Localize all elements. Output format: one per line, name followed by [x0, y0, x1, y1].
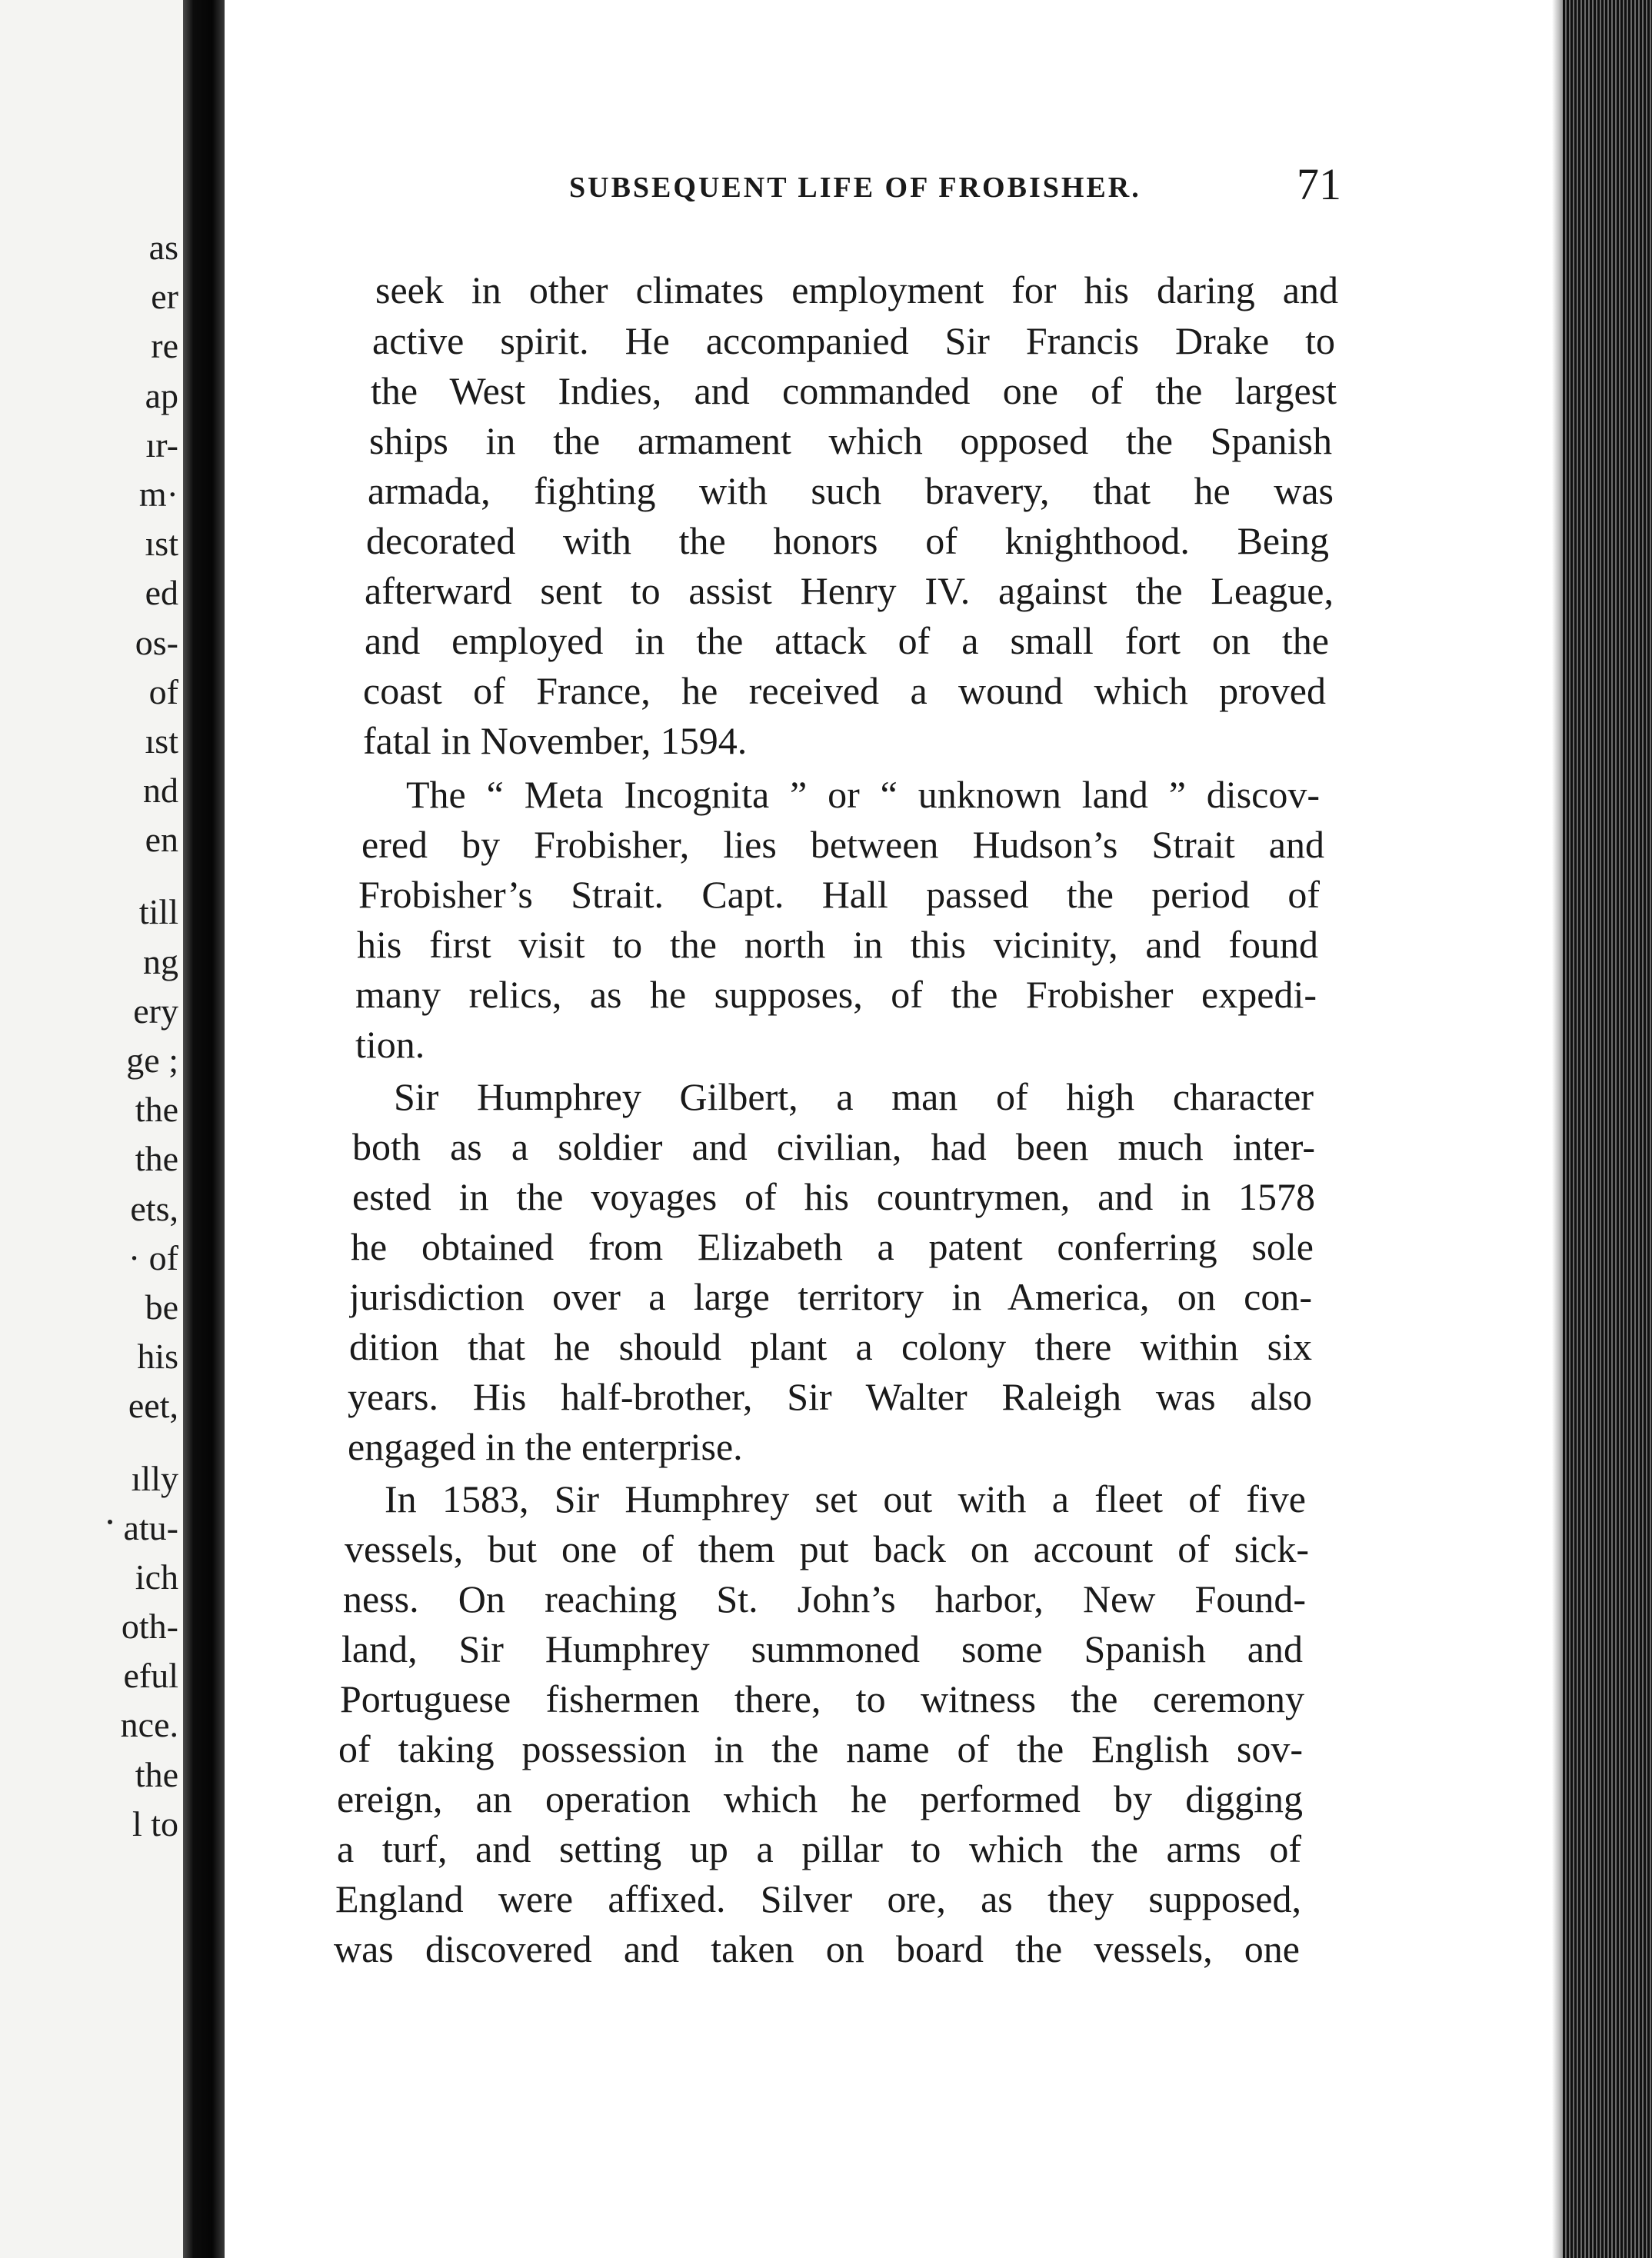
- left-page-fragment: ich: [135, 1557, 178, 1597]
- text-line: of taking possession in the name of the English sov-: [338, 1727, 1303, 1770]
- text-line: jurisdiction over a large territory in America, on con-: [349, 1275, 1312, 1318]
- left-page-fragment: ets,: [130, 1188, 178, 1228]
- text-line: ered by Frobisher, lies between Hudson’s Strait and: [361, 823, 1324, 866]
- left-page-fragment: be: [145, 1287, 178, 1327]
- text-line: Sir Humphrey Gilbert, a man of high character: [394, 1075, 1314, 1118]
- left-page-fragment: ır-: [145, 425, 178, 465]
- page-edge-shadow: [1552, 0, 1563, 2258]
- left-page-fragment: nd: [143, 771, 178, 811]
- text-line: fatal in November, 1594.: [363, 719, 748, 762]
- text-line: land, Sir Humphrey summoned some Spanish and: [341, 1627, 1303, 1670]
- left-page-fragment: nce.: [120, 1705, 178, 1745]
- text-line: The “ Meta Incognita ” or “ unknown land ” discov-: [406, 773, 1320, 816]
- left-page-fragment: en: [145, 820, 178, 860]
- text-line: a turf, and setting up a pillar to which the arms of: [337, 1827, 1301, 1870]
- left-page-fragment: l to: [132, 1803, 178, 1843]
- running-head: SUBSEQUENT LIFE OF FROBISHER.: [569, 172, 1141, 204]
- left-page-fragment: his: [137, 1337, 178, 1377]
- left-page-fragment: ge ;: [126, 1041, 178, 1080]
- left-page-fragment: re: [151, 326, 178, 366]
- left-page-fragment: ıst: [145, 524, 178, 564]
- text-line: engaged in the enterprise.: [348, 1425, 743, 1468]
- left-page-fragment: [25, 1431, 178, 1454]
- text-line: vessels, but one of them put back on account of sick-: [345, 1527, 1309, 1570]
- page-number: 71: [1297, 159, 1341, 209]
- left-page-fragment: ery: [133, 991, 178, 1031]
- page-edges: [1563, 0, 1652, 2258]
- left-page-fragment: oth-: [121, 1607, 178, 1647]
- left-page-fragment: the: [135, 1754, 178, 1794]
- left-page-fragment: [25, 864, 178, 888]
- left-page-fragment: os-: [135, 622, 178, 662]
- left-page-fragment: ap: [145, 375, 178, 415]
- text-line: afterward sent to assist Henry IV. against the League,: [365, 569, 1334, 612]
- text-line: years. His half-brother, Sir Walter Raleigh was also: [348, 1375, 1312, 1418]
- left-page-fragment: m·: [138, 474, 178, 514]
- book-gutter: [183, 0, 225, 2258]
- text-line: Portuguese fishermen there, to witness the ceremony: [340, 1677, 1304, 1720]
- text-line: tion.: [355, 1023, 425, 1066]
- text-line: his first visit to the north in this vicinity, and found: [357, 923, 1318, 966]
- text-line: decorated with the honors of knighthood. Being: [366, 519, 1329, 562]
- left-page-fragment: the: [135, 1139, 178, 1179]
- text-line: armada, fighting with such bravery, that he was: [368, 469, 1334, 512]
- left-page-fragment: the: [135, 1090, 178, 1130]
- left-page-fragment: of: [148, 671, 178, 711]
- left-page-fragment: eful: [123, 1656, 178, 1696]
- left-page-text-fragments: [25, 223, 178, 1849]
- left-page-fragment: · of: [128, 1237, 178, 1277]
- left-page-fragment: er: [151, 277, 178, 317]
- left-page-fragment: ed: [145, 573, 178, 613]
- text-line: ships in the armament which opposed the Spanish: [369, 419, 1332, 462]
- left-page-fragment: ılly: [131, 1458, 178, 1498]
- left-facing-page: [0, 0, 183, 2258]
- text-line: ested in the voyages of his countrymen, and in 1578: [352, 1175, 1315, 1218]
- ink-speck: [108, 1520, 112, 1524]
- text-line: ereign, an operation which he performed by digging: [337, 1777, 1303, 1820]
- left-page-fragment: ng: [143, 941, 178, 981]
- left-page-fragment: as: [148, 228, 178, 267]
- text-line: Frobisher’s Strait. Capt. Hall passed the period of: [358, 873, 1320, 916]
- text-line: dition that he should plant a colony there within six: [349, 1325, 1312, 1368]
- left-page-fragment: till: [138, 892, 178, 932]
- left-page-fragment: atu-: [123, 1507, 178, 1547]
- text-line: many relics, as he supposes, of the Frobisher expedi-: [355, 973, 1317, 1016]
- text-line: and employed in the attack of a small fort on the: [365, 619, 1329, 662]
- text-line: coast of France, he received a wound which proved: [363, 669, 1326, 712]
- text-line: In 1583, Sir Humphrey set out with a fleet of five: [385, 1477, 1306, 1520]
- text-line: England were affixed. Silver ore, as they supposed,: [335, 1877, 1301, 1920]
- text-line: was discovered and taken on board the vessels, one: [334, 1927, 1300, 1970]
- text-line: seek in other climates employment for his daring and: [375, 268, 1338, 311]
- text-line: ness. On reaching St. John’s harbor, New Found-: [343, 1577, 1306, 1620]
- text-line: active spirit. He accompanied Sir Francis Drake to: [372, 319, 1335, 362]
- left-page-fragment: ıst: [145, 721, 178, 761]
- left-page-fragment: eet,: [128, 1386, 178, 1426]
- text-line: the West Indies, and commanded one of the largest: [371, 369, 1337, 412]
- text-line: he obtained from Elizabeth a patent conferring sole: [351, 1225, 1314, 1268]
- text-line: both as a soldier and civilian, had been much inter-: [352, 1125, 1315, 1168]
